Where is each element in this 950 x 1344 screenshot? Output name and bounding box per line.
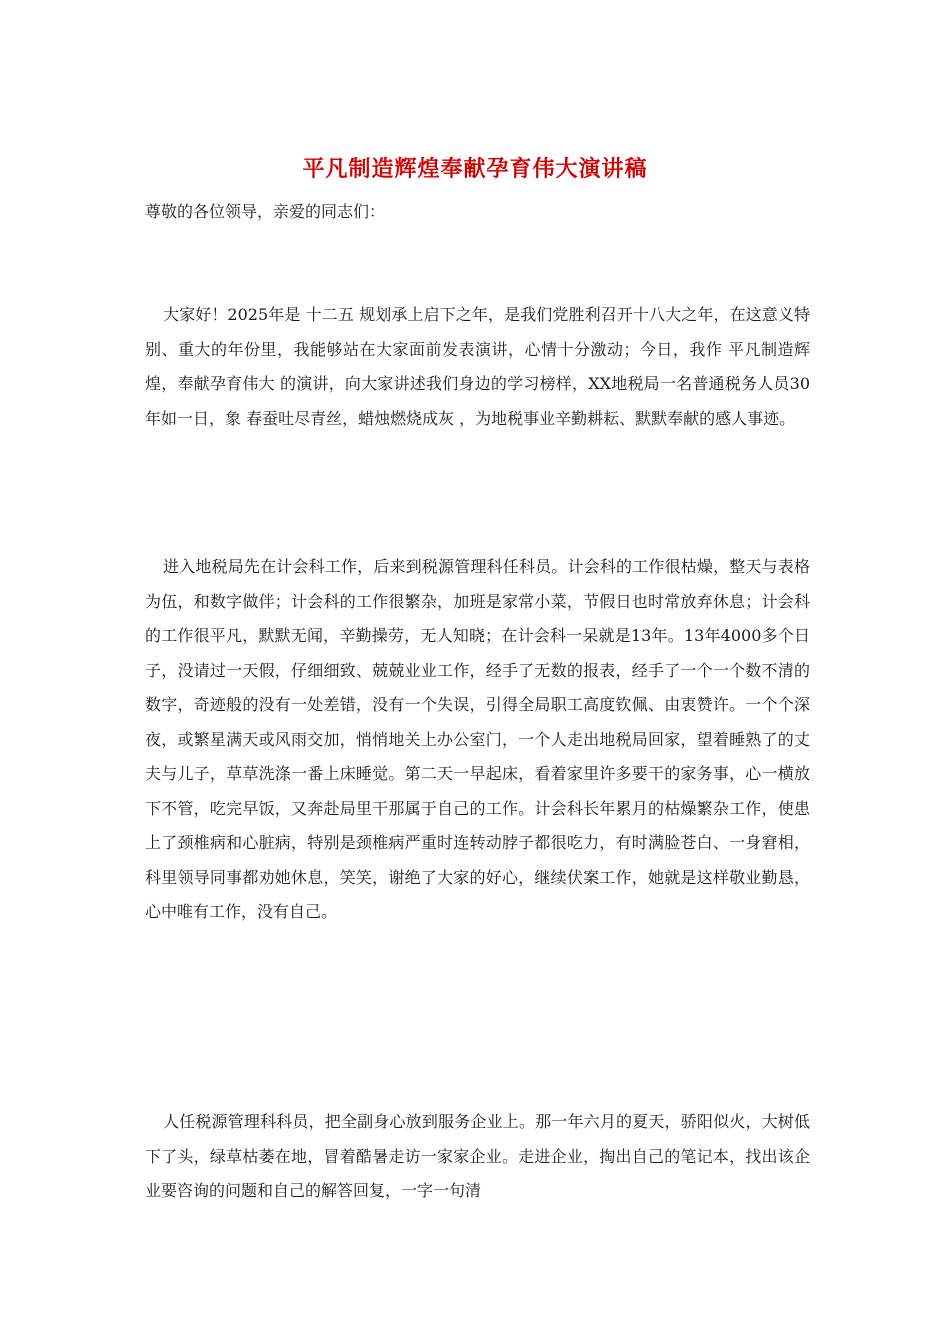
document-title: 平凡制造辉煌奉献孕育伟大演讲稿 bbox=[302, 156, 648, 182]
paragraph-3: 人任税源管理科科员，把全副身心放到服务企业上。那一年六月的夏天，骄阳似火，大树低下了头，绿草枯萎在地，冒着酷暑走访一家家企业。走进企业，掏出自己的笔记本，找出该企业要咨询的问题和自己的解答回复，一字一句清 bbox=[145, 1112, 810, 1200]
paragraph-2: 进入地税局先在计会科工作，后来到税源管理科任科员。计会科的工作很枯燥，整天与表格为伍，和数字做伴；计会科的工作很繁杂，加班是家常小菜，节假日也时常放弃休息；计会科的工作很平凡，默默无闻，辛勤操劳，无人知晓；在计会科一呆就是13年。13年4000多个日子，没请过一天假，仔细细致、兢兢业业工作，经手了无数的报表，经手了一个一个数不清的数字，奇迹般的没有一处差错，没有一个失误，引得全局职工高度钦佩、由衷赞许。一个个深夜，或繁星满天或风雨交加，悄悄地关上办公室门，一个人走出地税局回家，望着睡熟了的丈夫与儿子，草草洗涤一番上床睡觉。第二天一早起床，看着家里许多要干的家务事，心一横放下不管，吃完早饭，又奔赴局里干那属于自己的工作。计会科长年累月的枯燥繁杂工作，使患上了颈椎病和心脏病，特别是颈椎病严重时连转动脖子都很吃力，有时满脸苍白、一身窘相，科里领导同事都劝她休息，笑笑，谢绝了大家的好心，继续伏案工作，她就是这样敬业勤恳，心中唯有工作，没有自己。 bbox=[145, 557, 810, 921]
salutation: 尊敬的各位领导，亲爱的同志们： bbox=[145, 202, 386, 221]
paragraph-1: 大家好！2025年是 十二五 规划承上启下之年，是我们党胜利召开十八大之年，在这意义特别、重大的年份里，我能够站在大家面前发表演讲，心情十分激动；今日，我作 平凡制造辉煌，奉献孕育伟大 的演讲，向大家讲述我们身边的学习榜样，XX地税局一名普通税务人员30年如一日，象 春蚕吐尽青丝，蜡烛燃烧成灰 ，为地税事业辛勤耕耘、默默奉献的感人事迹。 bbox=[145, 305, 810, 428]
